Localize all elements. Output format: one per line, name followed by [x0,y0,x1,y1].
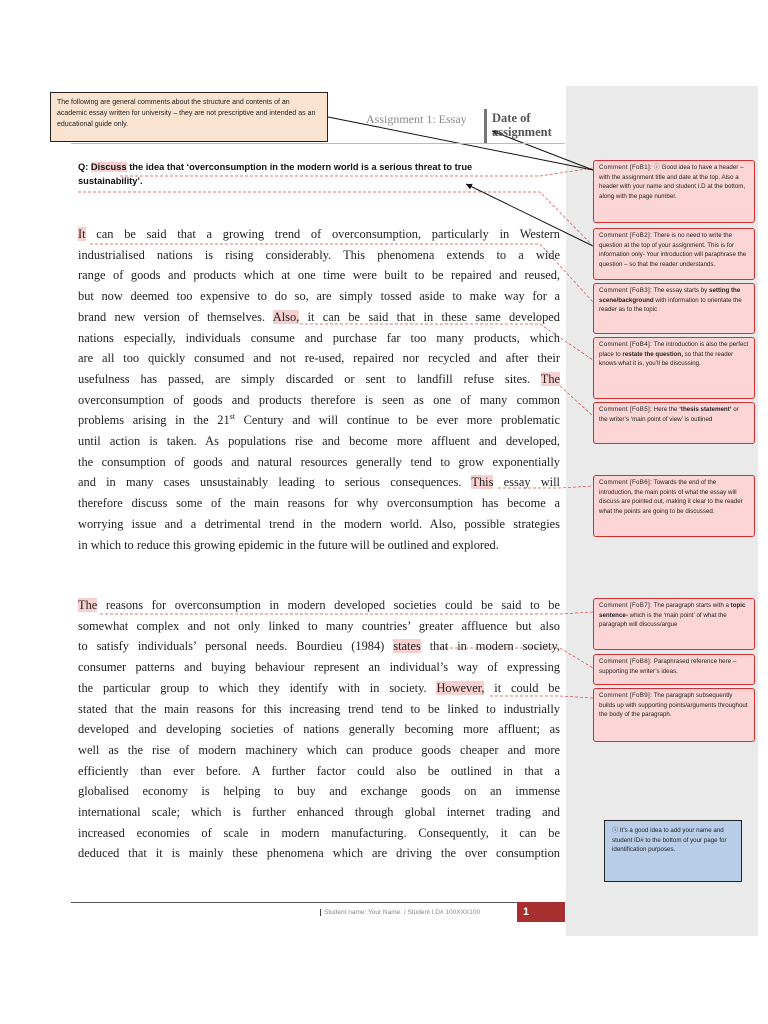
p2-highlight-however: However, [436,680,485,695]
comment-text: Paraphrased reference here – supporting the writer’s ideas. [599,658,737,675]
p2-line: developed and developing societies of nations generally becoming more affluent; as [78,722,560,737]
comment-text: or the writer’s ‘main point of view’ is outlined [599,406,739,423]
info-icon: ⓘ [653,164,660,171]
p1-line: nations especially, individuals consume and purchase far too many products, which [78,330,560,345]
header-divider [484,109,487,143]
p2-line: efficiently than ever before. A further factor could also be outlined in that a [78,763,560,778]
comment-text: Good idea to have a header – with the assignment title and date at the top. Also a header with your name and student I.D at the bottom, along with the page number. [599,164,746,200]
comment-text: so that the reader knows what it is, you’ll be discussing. [599,350,734,368]
p1-line10-a: problems arising in the 21 [78,413,230,428]
comment-fob7[interactable] [593,598,755,650]
header-date [492,111,564,139]
p1-line [78,307,560,328]
p2-highlight-states: states [393,639,421,654]
comment-tag: Comment [FoB1]: [599,164,652,171]
p1-line10-sup: st [229,412,235,422]
p1-line: overconsumption of goods and products therefore is seen as one of many common [78,392,560,407]
p2-line: globalised economy is helping to buy and exchange goods on an immense [78,784,560,799]
intro-note: The following are general comments about the structure and contents of an academic essay written for university – they are not prescriptive and intended as an educational guide only. [50,92,328,142]
comment-bold: setting the scene/background [599,287,741,304]
comment-text: Here the [653,406,678,413]
p2-line3-b: that in modern society, [429,639,560,654]
p1-line: but now deemed too expensive to do so, are simply tossed aside to make way for a [78,289,560,304]
p2-line: consumer patterns and buying behaviour represent an individual’s way of expressing [78,660,560,675]
comment-bold: topic sentence- [599,602,746,619]
comment-tag: Comment [FoB4]: [599,341,652,348]
comment-tag: Comment [FoB3]: [599,287,652,294]
essay-question [78,160,538,188]
comment-text: The paragraph starts with a [653,602,729,609]
p2-highlight-the: The [78,598,98,612]
comment-tag: Comment [FoB8]: [599,658,652,665]
comment-text: with information to orientate the reader as to the topic [599,296,742,314]
comment-fob4[interactable] [593,337,755,399]
p1-line13-a: and in many cases unsustainably leading to serious consequences. [78,475,462,490]
p1-line [78,410,560,431]
comment-tag: Comment [FoB7]: [599,602,652,609]
p2-line: international scale; which is further enhanced through global internet trading and [78,805,560,820]
p1-line10-b: Century and will continue to be ever more problematic [243,413,560,428]
header-date-line2: assignment [492,125,552,139]
header-assignment-title: Assignment 1: Essay [366,112,467,126]
p1-line: range of goods and products which at one time were built to be repaired and reused, [78,268,560,283]
comment-fob8[interactable] [593,654,755,685]
comment-tag: Comment [FoB6]: [599,479,652,486]
footer-rule [71,902,565,903]
connector-fob5 [560,386,593,416]
tip-text: It’s a good idea to add your name and student ID# to the bottom of your page for identification purposes. [612,827,727,854]
p2-line: stated that the main reasons for this increasing trend tend to be linked to industrially [78,701,560,716]
p2-line: deduced that it is mainly these phenomena which are driving the over consumption [78,846,560,861]
comment-fob9[interactable] [593,688,755,742]
comment-tag: Comment [FoB2]: [599,232,652,239]
comment-fob1[interactable] [593,160,755,223]
p2-line: increased economies of scale in modern manufacturing. Consequently, it can be [78,825,560,840]
paragraph-body-1 [78,595,560,864]
comment-bold: restate the question, [622,350,683,358]
p2-line: well as the rise of modern machinery which can produce goods cheaper and more [78,742,560,757]
comment-fob6[interactable] [593,475,755,537]
p1-line: the consumption of goods and natural resources generally tend to grow exponentially [78,454,560,469]
comment-fob3[interactable] [593,283,755,334]
p1-line: therefore discuss some of the main reasons for why overconsumption has become a [78,496,560,511]
p1-line5-a: brand new version of themselves. [78,309,266,324]
p2-line [78,678,560,699]
comment-fob5[interactable] [593,402,755,444]
student-id-tip [604,820,742,882]
p1-line: worrying issue and a detrimental trend in the modern world. Also, possible strategies [78,516,560,531]
p1-line: until action is taken. As populations rise and become more affluent and developed, [78,434,560,449]
info-icon: ⓘ [612,827,619,834]
comment-text: There is no need to write the question at the top of your assignment. This is for information only- Your introduction will paraphrase the question – so that the reader understands. [599,232,747,268]
p2-line1-text: reasons for overconsumption in modern developed societies could be said to be [105,598,560,612]
comment-text: The paragraph subsequently builds up with supporting points/arguments throughout the body of the paragraph. [599,692,748,719]
p1-line [78,369,560,390]
p1-line: industrialised nations is rising considerably. This phenomena extends to a wide [78,247,560,262]
question-prefix: Q: [78,162,89,172]
p2-line: somewhat complex and not only linked to many countries’ greater affluence but also [78,618,560,633]
header-rule [71,143,565,144]
p1-line [78,224,560,245]
question-keyword: Discuss [90,162,127,172]
comment-text: The introduction is also the perfect place to [599,341,749,358]
comment-fob2[interactable] [593,228,755,280]
p1-line [78,472,560,493]
p2-line [78,636,560,657]
comment-tag: Comment [FoB9]: [599,692,652,699]
comment-tag: Comment [FoB5]: [599,406,652,413]
p1-line: are all too quickly consumed and not re-used, repaired nor recycled and after their [78,351,560,366]
p1-line8-a: usefulness has passed, are simply discarded or sent to landfill refuse sites. [78,371,531,386]
comment-text: The essay starts by [653,287,708,294]
comment-text: Towards the end of the introduction, the main points of what the essay will discuss are pointed out, making it clear to the reader what the points are going to be discussed. [599,479,743,515]
p1-highlight-the: The [540,371,561,386]
p2-line5-b: it could be [494,680,560,695]
question-text: the idea that ‘overconsumption in the modern world is a serious threat to true sustainability’. [78,162,473,186]
footer-student-info: Student name: Your Name. / Student I.D# 100XXX100 [320,909,480,916]
p2-line [78,595,560,616]
p1-line1-text: can be said that a growing trend of overconsumption, particularly in Western [96,227,560,241]
comment-bold: ‘thesis statement’ [679,406,732,413]
header-date-line1: Date of [492,111,531,125]
p1-line13-b: essay will [503,475,560,490]
p1-highlight-also: Also, [272,309,300,324]
p1-line5-b: it can be said that in these same developed [307,309,560,324]
p1-line: in which to reduce this growing epidemic in the future will be outlined and explored. [78,537,499,552]
p2-line5-a: the particular group to which they identify with in society. [78,680,427,695]
page-number: 1 [517,902,565,922]
p2-line3-a: to satisfy individuals’ personal needs. Bourdieu (1984) [78,639,385,654]
comment-text: which is the ‘main point’ of what the paragraph will discuss/argue [599,611,727,629]
paragraph-introduction [78,224,560,555]
p1-highlight-this: This [471,475,494,490]
p1-highlight-it: It [78,227,86,241]
